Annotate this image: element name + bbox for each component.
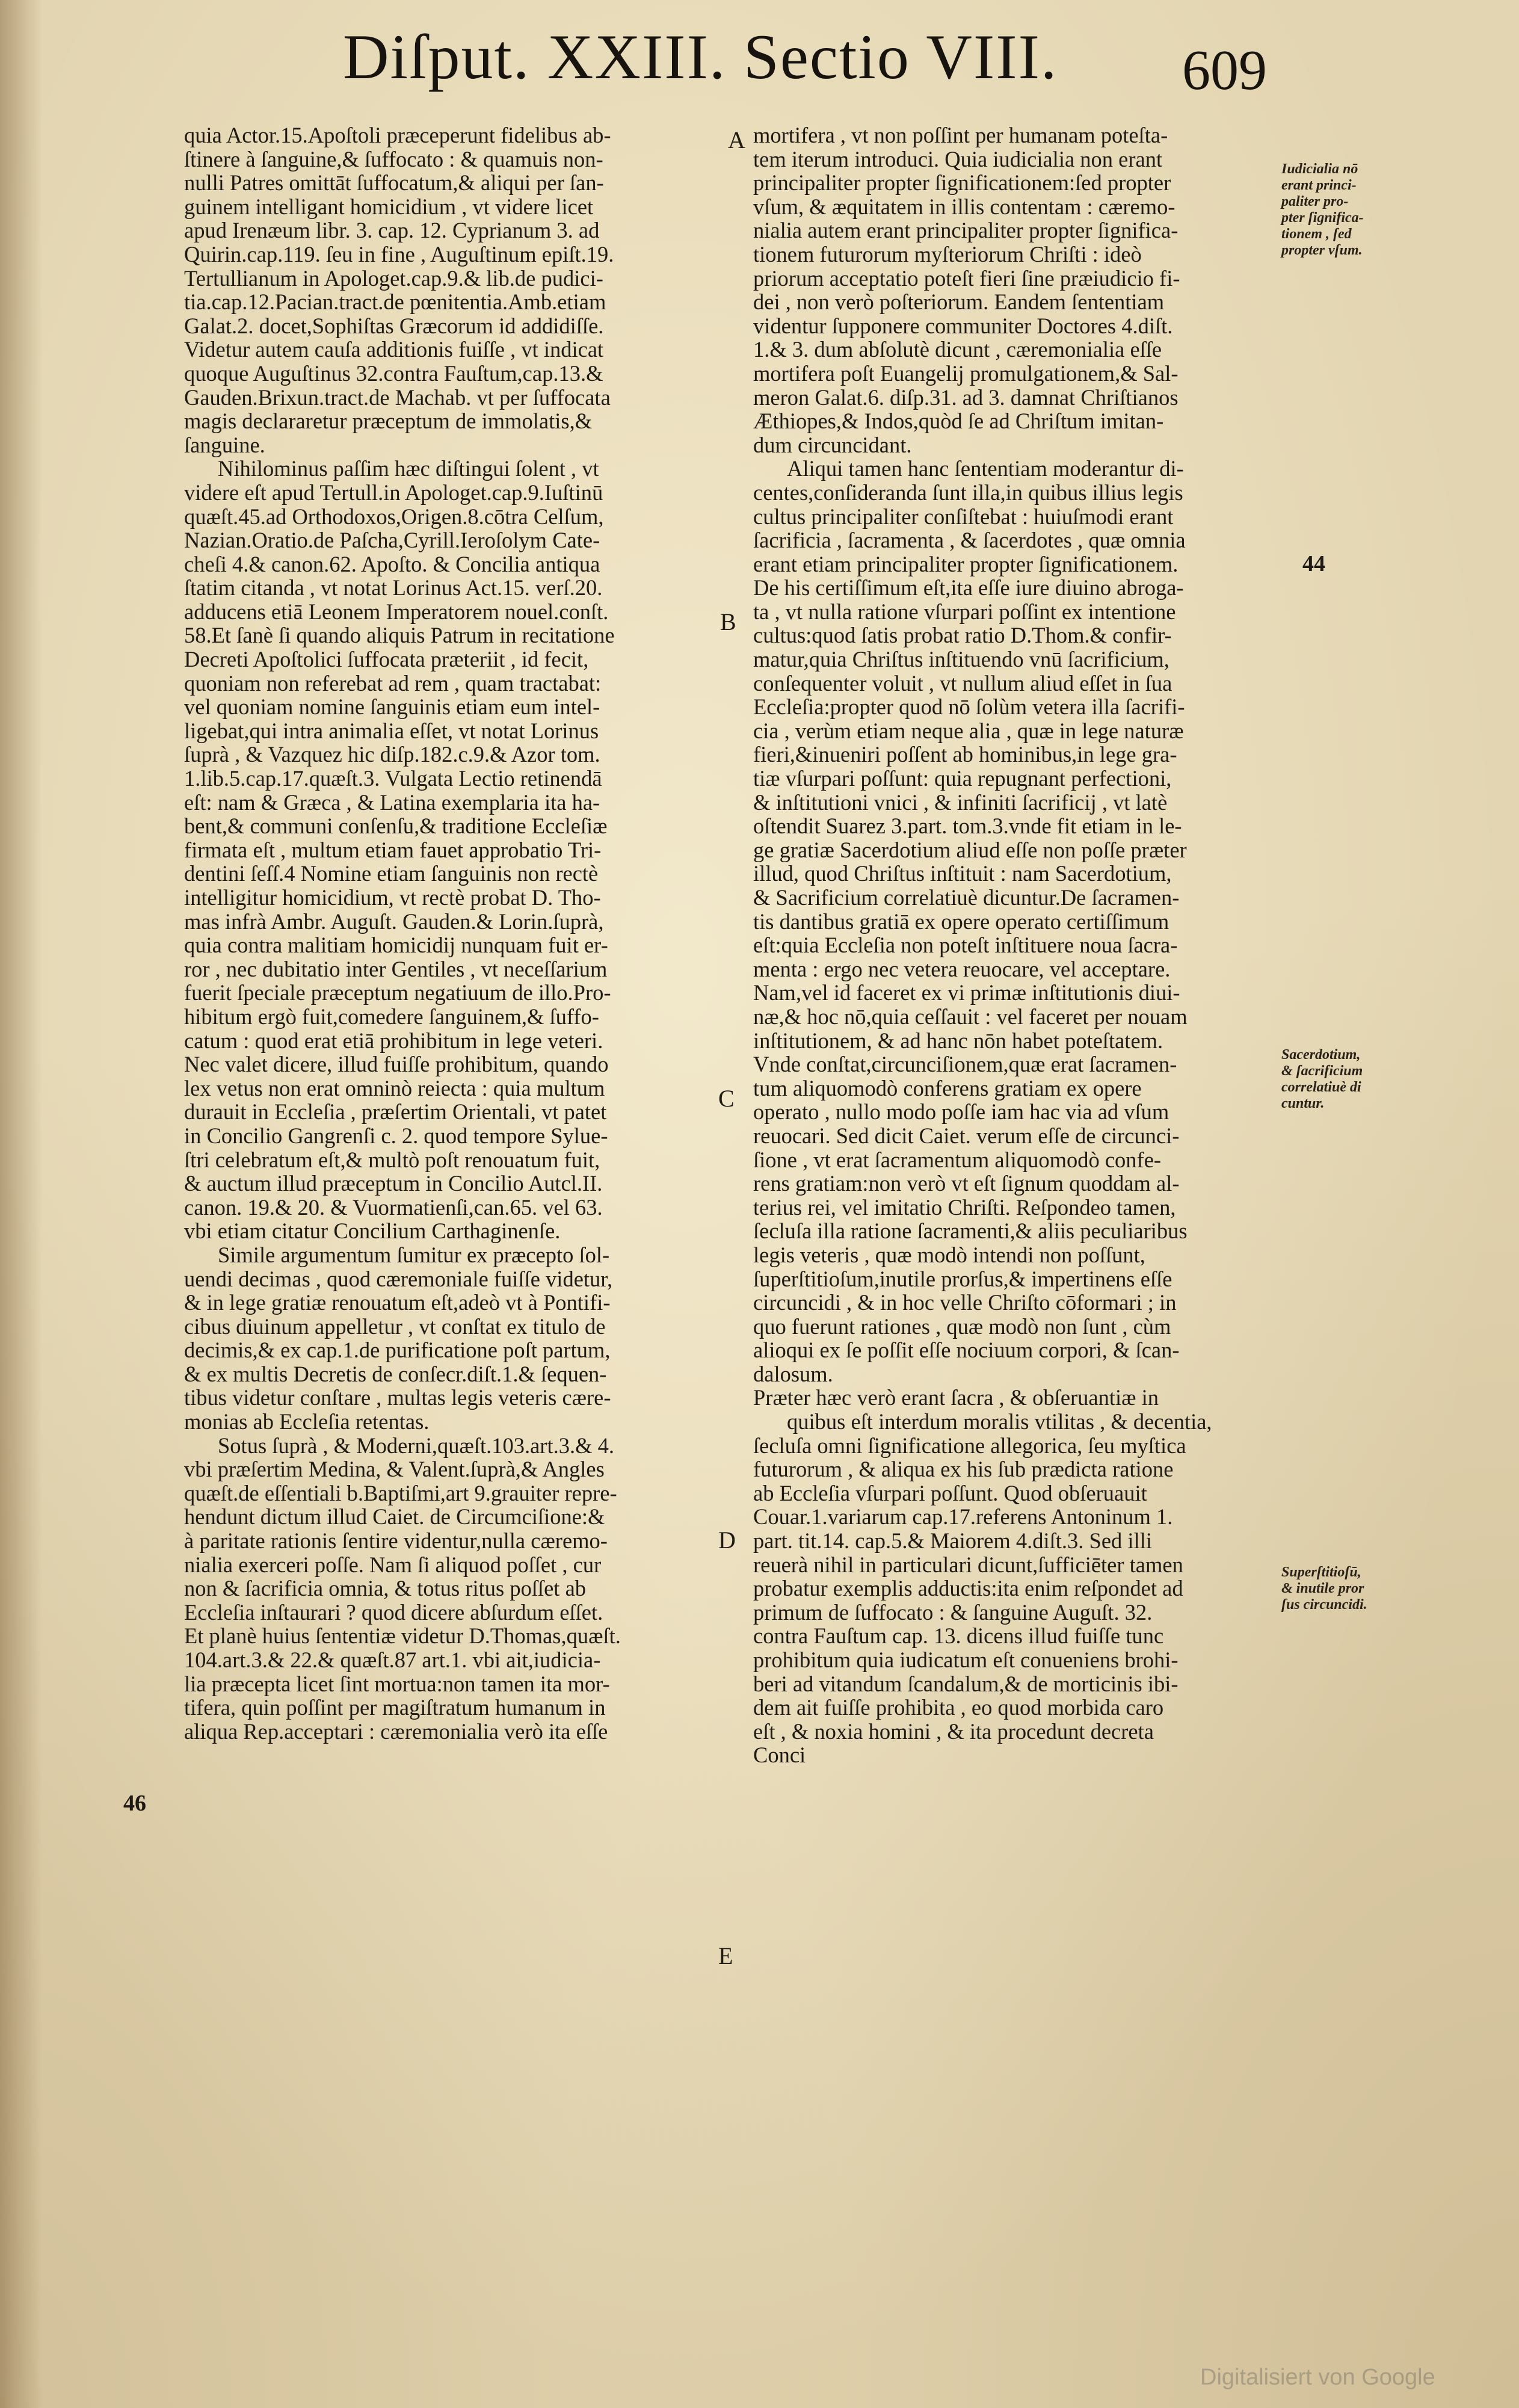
text-line: Tertullianum in Apologet.cap.9.& lib.de pudici- [184, 265, 603, 291]
text-line: ſecluſa illa ratione ſacramenti,& aliis peculiaribus [753, 1218, 1188, 1244]
text-line: bent,& communi conſenſu,& traditione Eccleſiæ [184, 813, 608, 839]
text-line: in Concilio Gangrenſi c. 2. quod tempore Sylue- [184, 1123, 608, 1148]
text-line: dum circuncidant. [753, 432, 912, 457]
left-column [184, 123, 740, 1743]
running-head: Diſput. XXIII. Sectio VIII. [343, 22, 1058, 92]
text-line: quia contra malitiam homicidij nunquam fuit er- [184, 933, 608, 958]
margin-number-44: 44 [1302, 551, 1325, 576]
text-line: Vnde conſtat,circunciſionem,quæ erat ſacramen- [753, 1052, 1177, 1077]
text-line: quoque Auguſtinus 32.contra Fauſtum,cap.13.& [184, 360, 603, 386]
text-line: ge gratiæ Sacerdotium aliud eſſe non poſſe præter [753, 837, 1187, 862]
text-line: conſequenter voluit , vt nullum aliud eſſet in ſua [753, 670, 1172, 696]
text-line: Nihilominus paſſim hæc diſtingui ſolent , vt [218, 456, 599, 481]
section-letter-a: A [728, 126, 745, 153]
text-line: Gauden.Brixun.tract.de Machab. vt per ſuffocata [184, 384, 611, 410]
text-line: mortifera poſt Euangelij promulgationem,& Sal- [753, 360, 1179, 386]
text-line: magis declararetur præceptum de immolatis,& [184, 409, 593, 434]
text-line: Præter hæc verò erant ſacra , & obſeruantiæ in [753, 1385, 1159, 1410]
gloss-line: propter vſum. [1281, 242, 1363, 258]
text-line: ſtatim citanda , vt notat Lorinus Act.15. verſ.20. [184, 575, 603, 600]
text-line: cibus diuinum appelletur , vt conſtat ex titulo de [184, 1314, 606, 1339]
text-line: adducens etiā Leonem Imperatorem nouel.conſt. [184, 599, 609, 624]
text-line: catum : quod erat etiā prohibitum in lege veteri. [184, 1028, 603, 1053]
text-line: non & ſacrificia omnia, & totus ritus poſſet ab [184, 1576, 587, 1601]
text-line: Æthiopes,& Indos,quòd ſe ad Chriſtum imitan- [753, 409, 1164, 434]
text-line: ab Eccleſia vſurpari poſſunt. Quod obſeruauit [753, 1480, 1147, 1505]
section-letter-d: D [718, 1527, 736, 1554]
text-line: 1.& 3. dum abſolutè dicunt , cæremonialia eſſe [753, 337, 1162, 362]
text-line: vſum, & æquitatem in illis contentam : cæremo- [753, 194, 1175, 219]
text-line: ror , nec dubitatio inter Gentiles , vt neceſſarium [184, 956, 608, 981]
text-line: menta : ergo nec vetera reuocare, vel acceptare. [753, 956, 1171, 981]
text-line: rens gratiam:non verò vt eſt ſignum quoddam al- [753, 1171, 1180, 1196]
text-line: eſt , & noxia homini , & ita procedunt decreta [753, 1718, 1154, 1744]
text-line: Nec valet dicere, illud fuiſſe prohibitum, quando [184, 1052, 609, 1077]
digitization-watermark: Digitalisiert von Google [1200, 2365, 1435, 2390]
marginal-gloss-iudicialia [1281, 161, 1402, 259]
text-line: & auctum illud præceptum in Concilio Autcl.II. [184, 1171, 603, 1196]
text-line: principaliter propter ſignificationem:ſed propter [753, 170, 1171, 196]
text-line: futurorum , & aliqua ex his ſub prædicta ratione [753, 1457, 1174, 1482]
text-line: ſuprà , & Vazquez hic diſp.182.c.9.& Azor tom. [184, 742, 600, 767]
text-line: oſtendit Suarez 3.part. tom.3.vnde fit etiam in le- [753, 813, 1182, 839]
text-line: inſtitutionem, & ad hanc nōn habet poteſtatem. [753, 1028, 1163, 1053]
text-line: & Sacrificium correlatiuè dicuntur.De ſacramen- [753, 885, 1180, 910]
gloss-line: Sacerdotium, [1281, 1047, 1361, 1063]
text-line: vbi etiam citatur Concilium Carthaginenſe. [184, 1218, 561, 1244]
margin-number-46: 46 [123, 1791, 146, 1816]
text-line: guinem intelligant homicidium , vt videre licet [184, 194, 594, 219]
text-line: monias ab Eccleſia retentas. [184, 1409, 430, 1434]
text-line: tia.cap.12.Pacian.tract.de pœnitentia.Amb.etiam [184, 289, 606, 315]
text-line: canon. 19.& 20. & Vuormatienſi,can.65. vel 63. [184, 1194, 603, 1220]
marginal-gloss-sacerdotium [1281, 1047, 1402, 1112]
text-line: alioqui ex ſe poſſit eſſe nociuum corpori, & ſcan- [753, 1338, 1180, 1363]
marginal-gloss-superstitiosum [1281, 1564, 1402, 1613]
text-line: firmata eſt , multum etiam fauet approbatio Tri- [184, 837, 602, 862]
gloss-line: pter ſignifica- [1281, 210, 1364, 226]
text-line: à paritate rationis ſentire videntur,nulla cæremo- [184, 1528, 608, 1554]
gloss-line: erant princi- [1281, 178, 1357, 193]
text-line: reuocari. Sed dicit Caiet. verum eſſe de circunci- [753, 1123, 1180, 1148]
text-line: illud, quod Chriſtus inſtituit : nam Sacerdotium, [753, 861, 1172, 886]
text-line: intelligitur homicidium, vt rectè probat D. Tho- [184, 885, 601, 910]
text-line: nulli Patres omittāt ſuffocatum,& aliqui per ſan- [184, 170, 604, 196]
text-line: hendunt dictum illud Caiet. de Circumciſione:& [184, 1504, 605, 1530]
text-line: mas infrà Ambr. Auguſt. Gauden.& Lorin.ſuprà, [184, 909, 604, 934]
text-line: tibus videtur conſtare , multas legis veteris cære- [184, 1385, 611, 1410]
gloss-line: cuntur. [1281, 1096, 1325, 1111]
gloss-line: ſus circuncidi. [1281, 1597, 1367, 1613]
text-line: quoniam non referebat ad rem , quam tractabat: [184, 670, 602, 696]
gloss-line: & ſacrificium [1281, 1063, 1363, 1079]
text-line: cultus:quod ſatis probat ratio D.Thom.& confir- [753, 623, 1172, 648]
text-line: cia , verùm etiam neque alia , quæ in lege naturæ [753, 718, 1184, 743]
section-letter-b: B [720, 608, 736, 635]
section-letter-e: E [718, 1942, 733, 1969]
text-line: hibitum ergò fuit,comedere ſanguinem,& ſuffo- [184, 1004, 599, 1029]
text-line: priorum acceptatio poteſt fieri ſine præiudicio fi- [753, 265, 1180, 291]
text-line: 1.lib.5.cap.17.quæſt.3. Vulgata Lectio retinendā [184, 766, 602, 791]
text-line: dem ait fuiſſe prohibita , eo quod morbida caro [753, 1695, 1164, 1720]
text-line: probatur exemplis adductis:ita enim reſpondet ad [753, 1576, 1183, 1601]
text-line: uendi decimas , quod cæremoniale fuiſſe videtur, [184, 1266, 613, 1291]
gloss-line: & inutile pror [1281, 1581, 1364, 1596]
text-line: ſacrificia , ſacramenta , & ſacerdotes , quæ omnia [753, 528, 1186, 553]
text-line: Galat.2. docet,Sophiſtas Græcorum id addidiſſe. [184, 313, 604, 338]
text-line: Aliqui tamen hanc ſententiam moderantur di- [787, 456, 1184, 481]
right-column [753, 123, 1268, 1767]
text-line: nialia autem erant principaliter propter ſignifica- [753, 218, 1179, 243]
text-line: tionem futurorum myſteriorum Chriſti : ideò [753, 241, 1142, 267]
text-line: durauit in Eccleſia , præſertim Orientali, vt patet [184, 1099, 607, 1125]
text-line: De his certiſſimum eſt,ita eſſe iure diuino abroga- [753, 575, 1184, 600]
text-line: tem iterum introduci. Quia iudicialia non erant [753, 146, 1163, 171]
text-line: Nam,vel id faceret ex vi primæ inſtitutionis diui- [753, 980, 1180, 1005]
text-line: operato , nullo modo poſſe iam hac via ad vſum [753, 1099, 1169, 1125]
text-line: dei , non verò poſteriorum. Eandem ſententiam [753, 289, 1165, 315]
text-line: prohibitum quia iudicatum eſt conueniens brohi- [753, 1647, 1179, 1672]
text-line: Simile argumentum ſumitur ex præcepto ſol- [218, 1242, 610, 1267]
text-line: ſanguine. [184, 432, 265, 457]
text-line: videre eſt apud Tertull.in Apologet.cap.9.Iuſtinū [184, 480, 603, 505]
text-line: dentini ſeſſ.4 Nomine etiam ſanguinis non rectè [184, 861, 599, 886]
text-line: cheſi 4.& canon.62. Apoſto. & Concilia antiqua [184, 551, 600, 576]
text-line: terius rei, vel imitatio Chriſti. Reſpondeo tamen, [753, 1194, 1176, 1220]
text-line: 104.art.3.& 22.& quæſt.87 art.1. vbi ait,iudicia- [184, 1647, 601, 1672]
text-line: quæſt.de eſſentiali b.Baptiſmi,art 9.grauiter repre- [184, 1480, 617, 1505]
text-line: decimis,& ex cap.1.de purificatione poſt partum, [184, 1338, 611, 1363]
text-line: tifera, quin poſſint per magiſtratum humanum in [184, 1695, 606, 1720]
text-line: legis veteris , quæ modò intendi non poſſunt, [753, 1242, 1145, 1267]
text-line: matur,quia Chriſtus inſtituendo vnū ſacrificium, [753, 647, 1169, 672]
text-line: & ex multis Decretis de conſecr.diſt.1.& ſequen- [184, 1361, 607, 1386]
text-line: Eccleſia inſtaurari ? quod dicere abſurdum eſſet. [184, 1599, 603, 1625]
gloss-line: correlatiuè di [1281, 1079, 1361, 1095]
text-line: dalosum. [753, 1361, 833, 1386]
section-letter-c: C [718, 1085, 735, 1112]
text-line: vbi præſertim Medina, & Valent.ſuprà,& Angles [184, 1457, 605, 1482]
text-line: erant etiam principaliter propter ſignificationem. [753, 551, 1179, 576]
text-line: circuncidi , & in hoc velle Chriſto cōformari ; in [753, 1290, 1177, 1315]
text-line: apud Irenæum libr. 3. cap. 12. Cyprianum 3. ad [184, 218, 600, 243]
text-line: quibus eſt interdum moralis vtilitas , & decentia, [787, 1409, 1212, 1434]
text-line: fuerit ſpeciale præceptum negatiuum de illo.Pro- [184, 980, 611, 1005]
text-line: & inſtitutioni vnici , & infiniti ſacrificij , vt latè [753, 789, 1168, 815]
text-line: lex vetus non erat omninò reiecta : quia multum [184, 1075, 605, 1101]
text-line: contra Fauſtum cap. 13. dicens illud fuiſſe tunc [753, 1623, 1164, 1649]
text-line: Quirin.cap.119. ſeu in fine , Auguſtinum epiſt.19. [184, 241, 614, 267]
text-line: Et planè huius ſententiæ videtur D.Thomas,quæſt. [184, 1623, 621, 1649]
text-line: quia Actor.15.Apoſtoli præceperunt fidelibus ab- [184, 123, 611, 147]
text-line: tum aliquomodò conferens gratiam ex opere [753, 1075, 1142, 1101]
text-line: Couar.1.variarum cap.17.referens Antoninum 1. [753, 1504, 1173, 1530]
text-line: primum de ſuffocato : & ſanguine Auguſt. 32. [753, 1599, 1153, 1625]
text-line: Videtur autem cauſa additionis fuiſſe , vt indicat [184, 337, 604, 362]
text-line: nialia exerceri poſſe. Nam ſi aliquod poſſet , cur [184, 1552, 602, 1577]
text-line: ligebat,qui intra animalia eſſet, vt notat Lorinus [184, 718, 599, 743]
text-line: Decreti Apoſtolici ſuffocata præteriit , id fecit, [184, 647, 589, 672]
text-line: 58.Et ſanè ſi quando aliquis Patrum in recitatione [184, 623, 615, 648]
text-line: videntur ſupponere communiter Doctores 4.diſt. [753, 313, 1173, 338]
text-line: Eccleſia:propter quod nō ſolùm vetera illa ſacrifi- [753, 694, 1185, 720]
text-line: Nazian.Oratio.de Paſcha,Cyrill.Ieroſolym Cate- [184, 528, 600, 553]
page-number: 609 [1182, 39, 1267, 102]
text-line: quæſt.45.ad Orthodoxos,Origen.8.cōtra Celſum, [184, 504, 604, 529]
text-line: tiæ vſurpari poſſunt: quia repugnant perfectioni, [753, 766, 1172, 791]
gloss-line: Iudicialia nō [1281, 161, 1358, 177]
text-line: ſtinere à ſanguine,& ſuffocato : & quamuis non- [184, 146, 603, 171]
text-line: tis dantibus gratiā ex opere operato certiſſimum [753, 909, 1169, 934]
text-line: Sotus ſuprà , & Moderni,quæſt.103.art.3.& 4. [218, 1433, 614, 1458]
text-line: mortifera , vt non poſſint per humanam poteſta- [753, 123, 1168, 147]
text-line: beri ad vitandum ſcandalum,& de morticinis ibi- [753, 1671, 1179, 1696]
text-line: aliqua Rep.acceptari : cæremonialia verò ita eſſe [184, 1718, 608, 1744]
text-line: part. tit.14. cap.5.& Maiorem 4.diſt.3. Sed illi [753, 1528, 1152, 1554]
text-line: cultus principaliter conſiſtebat : huiuſmodi erant [753, 504, 1174, 529]
text-line: ſione , vt erat ſacramentum aliquomodò confe- [753, 1147, 1162, 1172]
text-line: eſt: nam & Græca , & Latina exemplaria ita ha- [184, 789, 600, 815]
text-line: eſt:quia Eccleſia non poteſt inſtituere noua ſacra- [753, 933, 1178, 958]
text-line: fieri,&inueniri poſſent ab hominibus,in lege gra- [753, 742, 1177, 767]
text-line: quo fuerunt rationes , quæ modò non ſunt , cùm [753, 1314, 1171, 1339]
text-line: ta , vt nulla ratione vſurpari poſſint ex intentione [753, 599, 1176, 624]
text-line: meron Galat.6. diſp.31. ad 3. damnat Chriſtianos [753, 384, 1179, 410]
gloss-line: Superſtitioſū, [1281, 1564, 1361, 1580]
text-line: & in lege gratiæ renouatum eſt,adeò vt à Pontifi- [184, 1290, 611, 1315]
text-line: Conci [753, 1743, 806, 1768]
text-line: ſuperſtitioſum,inutile prorſus,& impertinens eſſe [753, 1266, 1172, 1291]
gloss-line: paliter pro- [1281, 194, 1349, 209]
text-line: lia præcepta licet ſint mortua:non tamen ita mor- [184, 1671, 610, 1696]
text-line: centes,conſideranda ſunt illa,in quibus illius legis [753, 480, 1183, 505]
text-line: næ,& hoc nō,quia ceſſauit : vel faceret per nouam [753, 1004, 1188, 1029]
text-line: vel quoniam nomine ſanguinis etiam eum intel- [184, 694, 600, 720]
text-line: reuerà nihil in particulari dicunt,ſufficiēter tamen [753, 1552, 1183, 1577]
gloss-line: tionem , ſed [1281, 226, 1352, 242]
text-line: ſecluſa omni ſignificatione allegorica, ſeu myſtica [753, 1433, 1186, 1458]
text-line: ſtri celebratum eſt,& multò poſt renouatum fuit, [184, 1147, 600, 1172]
